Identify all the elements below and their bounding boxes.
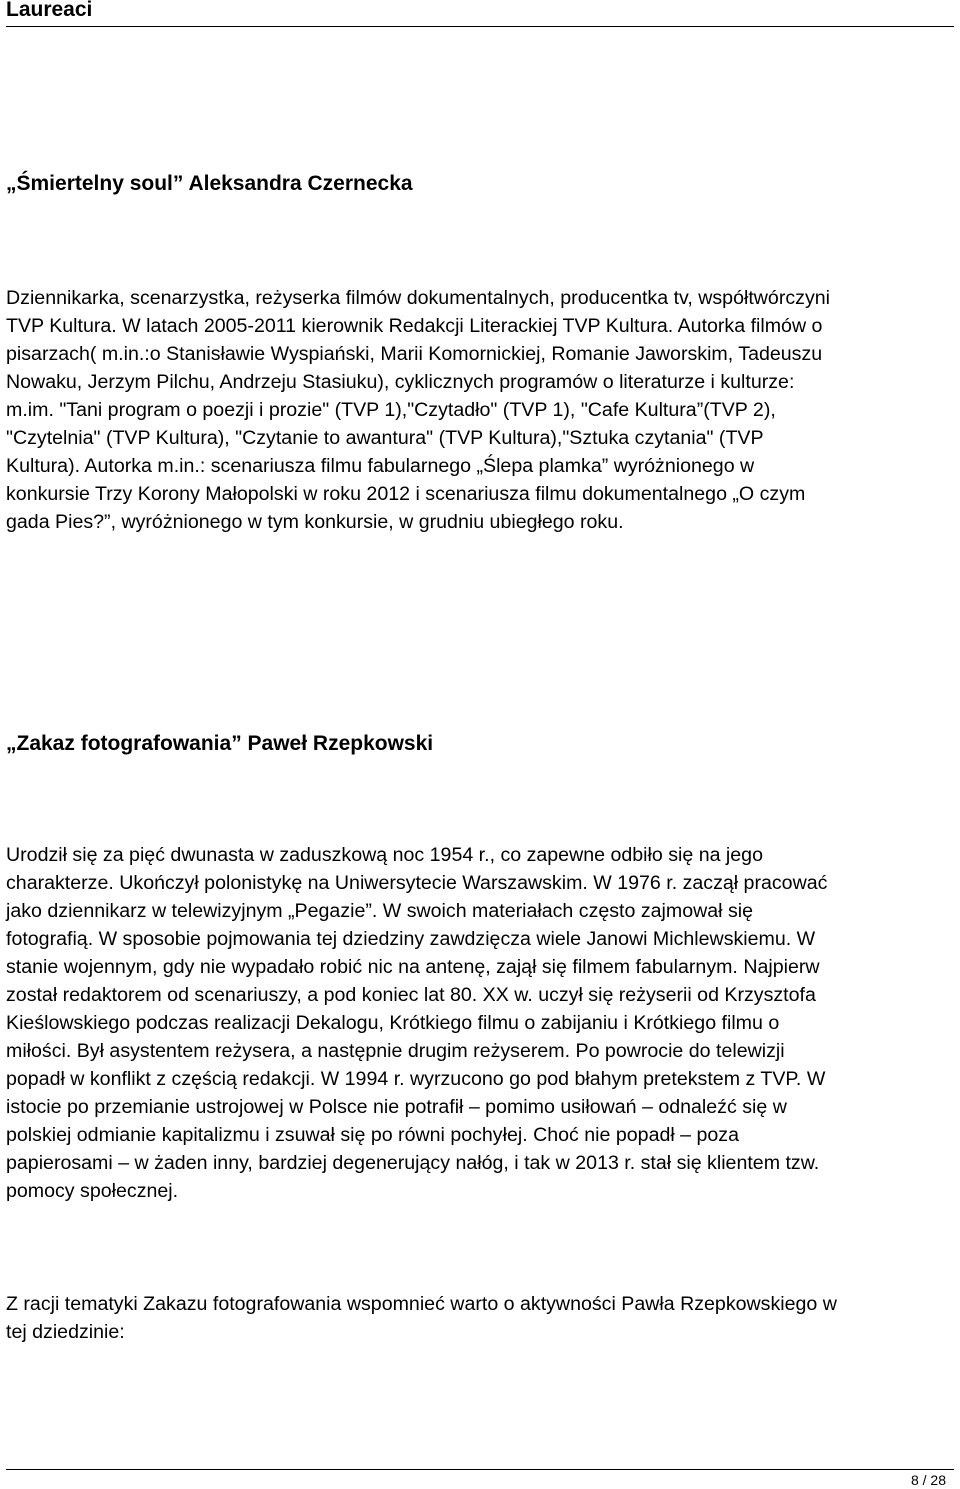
text-line: papierosami – w żaden inny, bardziej degenerujący nałóg, i tak w 2013 r. stał się klientem tzw. xyxy=(6,1152,820,1174)
section-title-smiertelny-soul: „Śmiertelny soul” Aleksandra Czernecka xyxy=(6,172,413,195)
text-line: został redaktorem od scenariuszy, a pod koniec lat 80. XX w. uczył się reżyserii od Krzysztofa xyxy=(6,984,816,1006)
text-line: m.im. "Tani program o poezji i prozie" (TVP 1),"Czytadło" (TVP 1), "Cafe Kultura”(TVP 2), xyxy=(6,399,776,421)
text-line: pisarzach( m.in.:o Stanisławie Wyspiański, Marii Komornickiej, Romanie Jaworskim, Tadeuszu xyxy=(6,343,823,365)
page-number: 8 / 28 xyxy=(910,1472,946,1488)
text-line: Kieślowskiego podczas realizacji Dekalogu, Krótkiego filmu o zabijaniu i Krótkiego filmu o xyxy=(6,1012,780,1034)
text-line: TVP Kultura. W latach 2005-2011 kierownik Redakcji Literackiej TVP Kultura. Autorka filmów o xyxy=(6,315,823,337)
text-line: jako dziennikarz w telewizyjnym „Pegazie”. W swoich materiałach często zajmował się xyxy=(6,900,754,922)
paragraph-rzepkowski-bio xyxy=(6,841,960,1205)
section-title-zakaz-fotografowania: „Zakaz fotografowania” Paweł Rzepkowski xyxy=(6,732,434,755)
text-line: fotografią. W sposobie pojmowania tej dziedziny zawdzięcza wiele Janowi Michlewskiemu. W xyxy=(6,928,816,950)
text-line: Z racji tematyki Zakazu fotografowania wspomnieć warto o aktywności Pawła Rzepkowskiego w xyxy=(6,1293,837,1315)
text-line: pomocy społecznej. xyxy=(6,1180,179,1202)
text-line: charakterze. Ukończył polonistykę na Uniwersytecie Warszawskim. W 1976 r. zaczął pracować xyxy=(6,872,828,894)
text-line: gada Pies?”, wyróżnionego w tym konkursie, w grudniu ubiegłego roku. xyxy=(6,511,624,533)
text-line: konkursie Trzy Korony Małopolski w roku 2012 i scenariusza filmu dokumentalnego „O czym xyxy=(6,483,806,505)
text-line: polskiej odmianie kapitalizmu i zsuwał się po równi pochyłej. Choć nie popadł – poza xyxy=(6,1124,739,1146)
text-line: popadł w konflikt z częścią redakcji. W 1994 r. wyrzucono go pod błahym pretekstem z TVP. W xyxy=(6,1068,826,1090)
text-line: Urodził się za pięć dwunasta w zaduszkową noc 1954 r., co zapewne odbiło się na jego xyxy=(6,844,763,866)
footer-divider xyxy=(6,1469,954,1470)
text-line: miłości. Był asystentem reżysera, a następnie drugim reżyserem. Po powrocie do telewizji xyxy=(6,1040,785,1062)
text-line: Nowaku, Jerzym Pilchu, Andrzeju Stasiuku), cyklicznych programów o literaturze i kulturze: xyxy=(6,371,795,393)
header-divider xyxy=(6,26,954,27)
text-line: stanie wojennym, gdy nie wypadało robić nic na antenę, zajął się filmem fabularnym. Najpierw xyxy=(6,956,820,978)
text-line: tej dziedzinie: xyxy=(6,1321,125,1343)
text-line: "Czytelnia" (TVP Kultura), "Czytanie to awantura" (TVP Kultura),"Sztuka czytania" (TVP xyxy=(6,427,764,449)
text-line: istocie po przemianie ustrojowej w Polsce nie potrafił – pomimo usiłowań – odnaleźć się w xyxy=(6,1096,787,1118)
paragraph-rzepkowski-activity-intro xyxy=(6,1290,960,1346)
text-line: Kultura). Autorka m.in.: scenariusza filmu fabularnego „Ślepa plamka” wyróżnionego w xyxy=(6,455,755,477)
text-line: Dziennikarka, scenarzystka, reżyserka filmów dokumentalnych, producentka tv, współtwórczyni xyxy=(6,287,830,309)
paragraph-czernecka-bio xyxy=(6,284,960,536)
page-header-title: Laureaci xyxy=(6,0,93,21)
